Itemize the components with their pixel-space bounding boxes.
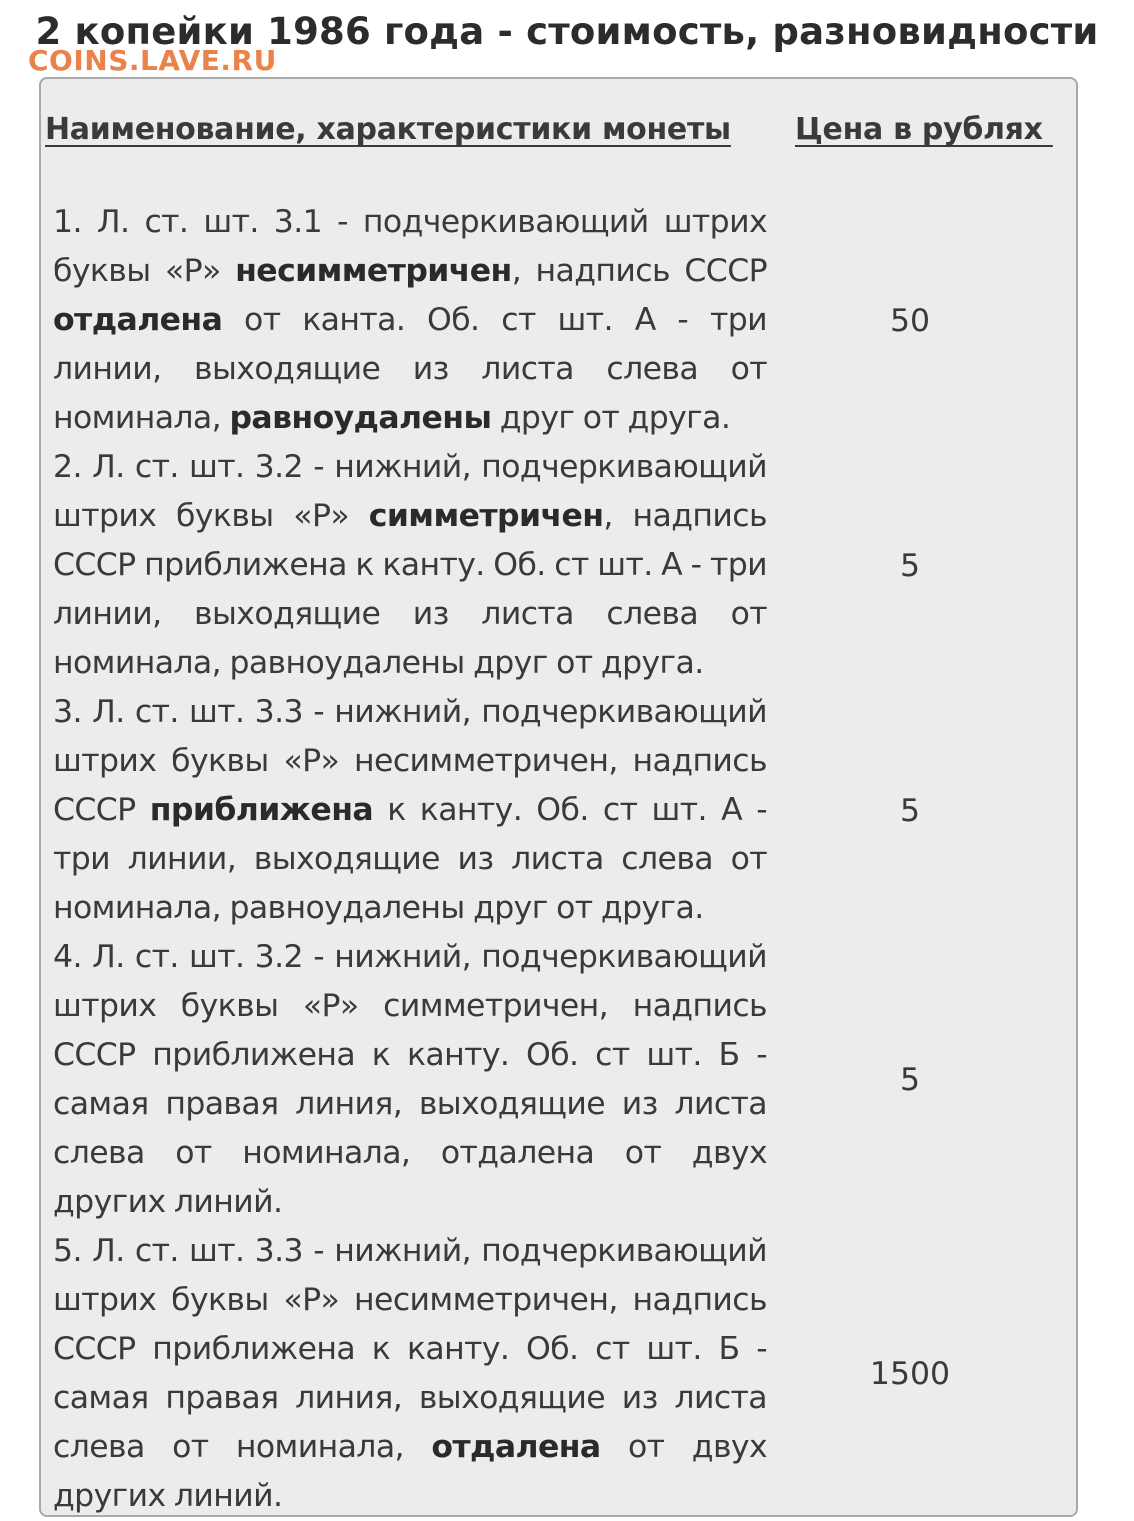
column-header-name: Наименование, характеристики монеты <box>45 112 731 147</box>
page-title: 2 копейки 1986 года - стоимость, разновидности <box>35 10 1099 53</box>
emphasis-text: симметричен <box>368 498 604 534</box>
coin-description <box>53 198 767 443</box>
emphasis-text: отдалена <box>53 302 223 338</box>
description-text: , надпись СССР <box>511 253 767 289</box>
description-text: 1. Л. ст. шт. 3.1 - подчеркивающий штрих буквы «Р» <box>53 204 767 289</box>
emphasis-text: приближена <box>149 792 374 828</box>
coin-description <box>53 688 767 933</box>
column-header-price: Цена в рублях <box>795 112 1053 147</box>
table-row <box>53 688 1053 933</box>
price-table-body <box>53 198 1053 1521</box>
coin-price: 5 <box>899 792 921 829</box>
description-text: 2. Л. ст. шт. 3.2 - нижний, подчеркивающий штрих буквы «Р» <box>53 449 767 534</box>
coin-price: 1500 <box>869 1356 951 1392</box>
table-row <box>53 443 1053 688</box>
description-text: 4. Л. ст. шт. 3.2 - нижний, подчеркивающий штрих буквы «Р» симметричен, надпись СССР приближена к канту. Об. ст шт. Б - самая правая линия, выходящие из листа слева от номинала, отдалена от двух других линий. <box>53 939 767 1220</box>
description-text: друг от друга. <box>491 400 731 436</box>
description-text: к канту. Об. ст шт. А - три линии, выходящие из листа слева от номинала, равноудалены друг от друга. <box>53 792 767 926</box>
coin-price: 5 <box>899 1062 921 1098</box>
coin-description <box>53 1227 767 1521</box>
table-row <box>53 198 1053 443</box>
coin-description <box>53 443 767 688</box>
description-text: от двух других линий. <box>53 1429 767 1514</box>
emphasis-text: равноудалены <box>229 400 492 436</box>
description-text: от канта. Об. ст шт. А - три линии, выходящие из листа слева от номинала, <box>53 302 767 436</box>
coin-price: 50 <box>889 302 931 339</box>
watermark-logo: COINS.LAVE.RU <box>28 44 277 77</box>
description-text: 3. Л. ст. шт. 3.3 - нижний, подчеркивающий штрих буквы «Р» несимметричен, надпись СССР <box>53 694 767 828</box>
coin-price: 5 <box>899 547 921 584</box>
table-row <box>53 933 1053 1227</box>
description-text: , надпись СССР приближена к канту. Об. ст шт. А - три линии, выходящие из листа слева от номинала, равноудалены друг от друга. <box>53 498 767 681</box>
emphasis-text: несимметричен <box>235 253 512 289</box>
table-row <box>53 1227 1053 1521</box>
emphasis-text: отдалена <box>431 1429 601 1465</box>
coin-description <box>53 933 767 1227</box>
description-text: 5. Л. ст. шт. 3.3 - нижний, подчеркивающий штрих буквы «Р» несимметричен, надпись СССР приближена к канту. Об. ст шт. Б - самая правая линия, выходящие из листа слева от номинала, <box>53 1233 767 1465</box>
